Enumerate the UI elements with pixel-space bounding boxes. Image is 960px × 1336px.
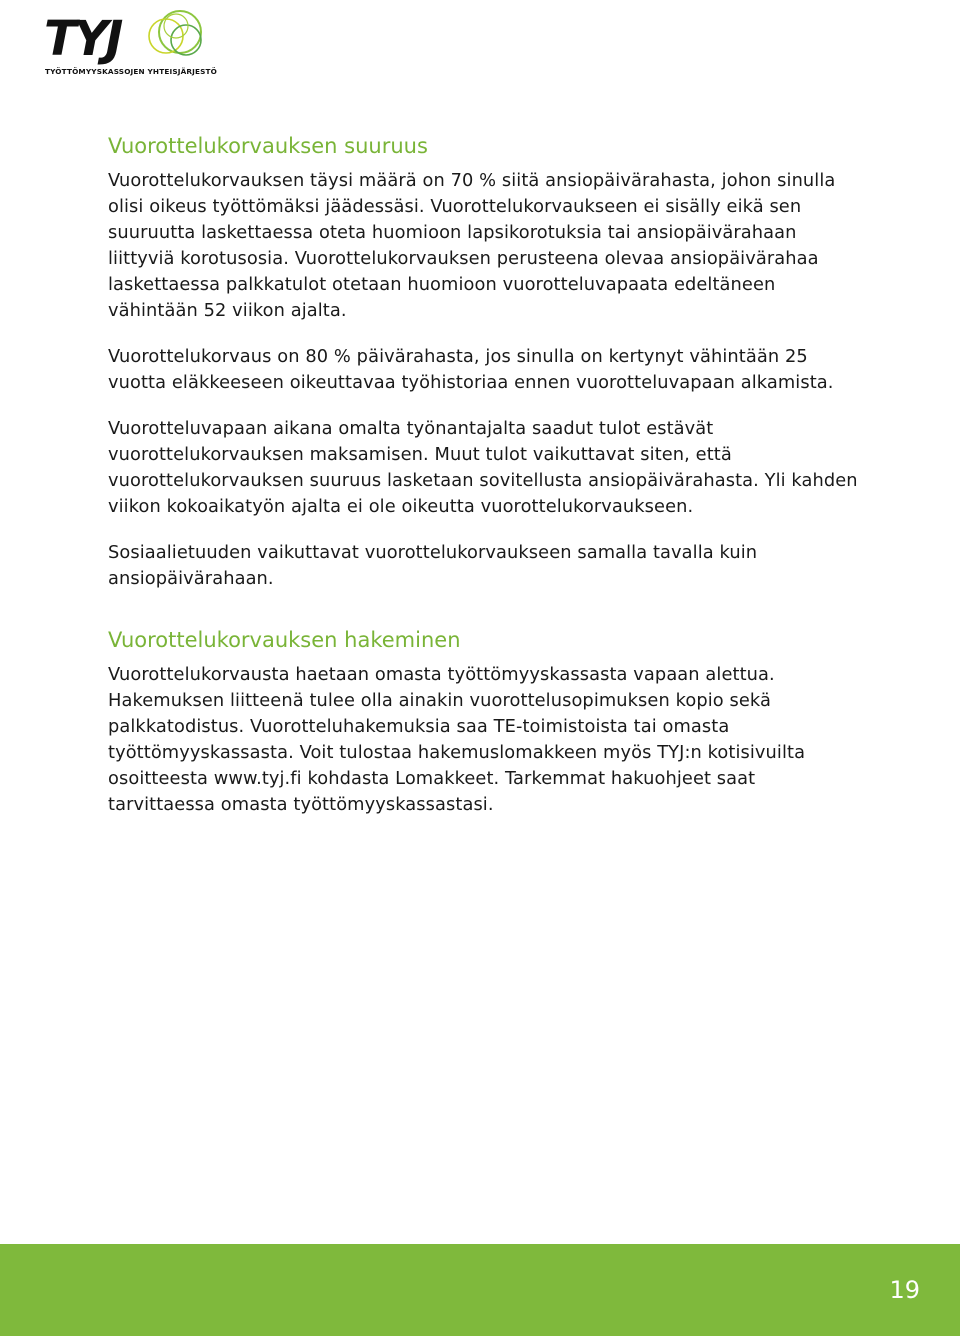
logo-subtitle: TYÖTTÖMYYSKASSOJEN YHTEISJÄRJESTÖ bbox=[45, 67, 218, 76]
logo-wordmark: TYJ bbox=[44, 11, 121, 67]
paragraph: Vuorottelukorvaus on 80 % päivärahasta, jos sinulla on kertynyt vähintään 25 vuotta eläkkeeseen oikeuttavaa työhistoriaa ennen vuorotteluvapaan alkamista. bbox=[108, 346, 834, 393]
paragraph: Vuorottelukorvauksen täysi määrä on 70 % siitä ansiopäivärahasta, johon sinulla olisi oikeus työttömäksi jäädessäsi. Vuorottelukorvaukseen ei sisälly eikä sen suuruutta laskettaessa oteta huomioon lapsikorotuksia tai ansiopäivärahaan liittyviä korotusosia. Vuorottelukorvauksen perusteena olevaa ansiopäivärahaa laskettaessa palkkatulot otetaan huomioon vuorotteluvapaata edeltäneen vähintään 52 viikon ajalta. bbox=[108, 170, 836, 321]
page-number: 19 bbox=[889, 1276, 920, 1304]
section-heading-applying: Vuorottelukorvauksen hakeminen bbox=[108, 628, 461, 652]
tyj-logo bbox=[44, 0, 244, 80]
page-content bbox=[108, 130, 868, 838]
paragraph: Vuorottelukorvausta haetaan omasta työttömyyskassasta vapaan alettua. Hakemuksen liitteenä tulee olla ainakin vuorottelusopimuksen kopio sekä palkkatodistus. Vuorotteluhakemuksia saa TE-toimistoista tai omasta työttömyyskassasta. Voit tulostaa hakemuslomakkeen myös TYJ:n kotisivuilta osoitteesta www.tyj.fi kohdasta Lomakkeet. Tarkemmat hakuohjeet saat tarvittaessa omasta työttömyyskassastasi. bbox=[108, 664, 806, 815]
section-heading-amount: Vuorottelukorvauksen suuruus bbox=[108, 134, 428, 158]
paragraph: Vuorotteluvapaan aikana omalta työnantajalta saadut tulot estävät vuorottelukorvauksen maksamisen. Muut tulot vaikuttavat siten, että vuorottelukorvauksen suuruus lasketaan sovitellusta ansiopäivärahasta. Yli kahden viikon kokoaikatyön ajalta ei ole oikeutta vuorottelukorvaukseen. bbox=[108, 418, 858, 517]
paragraph: Sosiaalietuuden vaikuttavat vuorottelukorvaukseen samalla tavalla kuin ansiopäivärahaan. bbox=[108, 542, 758, 589]
footer-band bbox=[0, 1244, 960, 1336]
